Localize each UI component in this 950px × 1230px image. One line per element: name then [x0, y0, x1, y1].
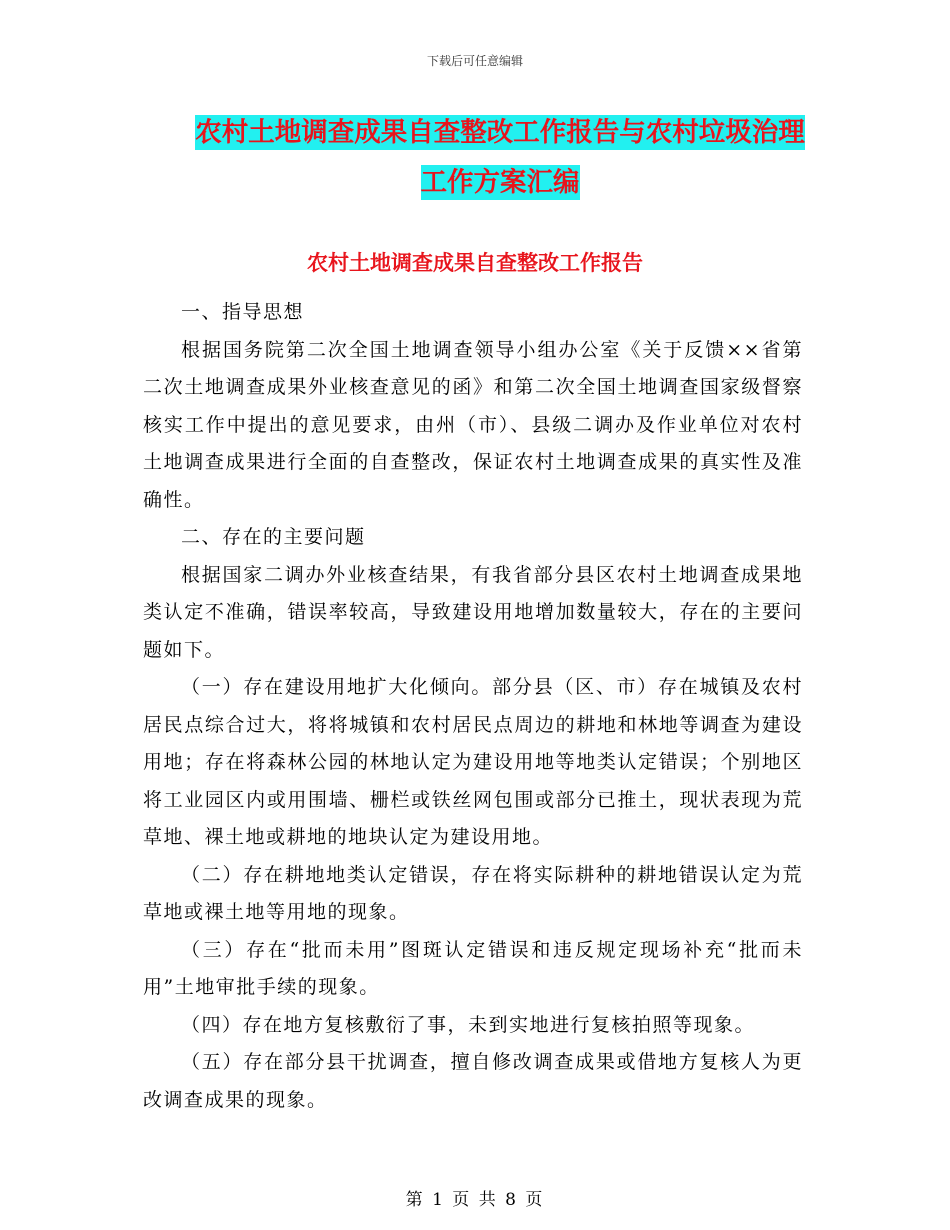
paragraph: （一）存在建设用地扩大化倾向。部分县（区、市）存在城镇及农村居民点综合过大，将将城镇和农村居民点周边的耕地和林地等调查为建设用地；存在将森林公园的林地认定为建设用地等地类认定错误；个别地区将工业园区内或用围墙、栅栏或铁丝网包围或部分已推土，现状表现为荒草地、裸土地或耕地的地块认定为建设用地。 [143, 676, 803, 848]
document-title [190, 108, 810, 208]
paragraph: （三）存在“批而未用”图斑认定错误和违反规定现场补充“批而未用”土地审批手续的现象。 [143, 938, 803, 998]
section-title: 农村土地调查成果自查整改工作报告 [307, 251, 643, 275]
heading-main-problems: 二、存在的主要问题 [181, 526, 366, 548]
header-note: 下载后可任意编辑 [426, 54, 523, 68]
paragraph: （四）存在地方复核敷衍了事，未到实地进行复核拍照等现象。 [181, 1013, 756, 1036]
paragraph: （二）存在耕地地类认定错误，存在将实际耕种的耕地错误认定为荒草地或裸土地等用地的现象。 [143, 863, 803, 923]
document-title-line-2: 工作方案汇编 [420, 167, 580, 198]
paragraph: 根据国家二调办外业核查结果，有我省部分县区农村土地调查成果地类认定不准确，错误率较高，导致建设用地增加数量较大，存在的主要问题如下。 [143, 563, 803, 661]
document-body [143, 294, 803, 1119]
paragraph: 根据国务院第二次全国土地调查领导小组办公室《关于反馈××省第二次土地调查成果外业核查意见的函》和第二次全国土地调查国家级督察核实工作中提出的意见要求，由州（市）、县级二调办及作业单位对农村土地调查成果进行全面的自查整改，保证农村土地调查成果的真实性及准确性。 [143, 338, 803, 511]
page-number: 第 1 页 共 8 页 [405, 1190, 545, 1210]
document-title-line-1: 农村土地调查成果自查整改工作报告与农村垃圾治理 [195, 117, 805, 148]
paragraph: （五）存在部分县干扰调查，擅自修改调查成果或借地方复核人为更改调查成果的现象。 [143, 1051, 803, 1111]
heading-guiding-ideology: 一、指导思想 [181, 301, 305, 323]
